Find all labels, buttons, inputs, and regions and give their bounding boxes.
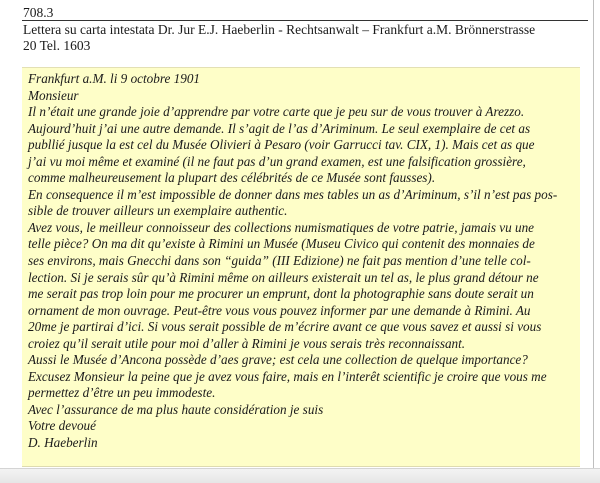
letter-line: Avez vous, le meilleur connoisseur des collections numismatiques de votre patrie, jamais vu une bbox=[28, 219, 535, 235]
page-number: 708.3 bbox=[23, 5, 54, 20]
letter-line: Excusez Monsieur la peine que je avez vous faire, mais en l’interêt scientific je croire que vous me bbox=[28, 368, 547, 384]
letter-line: Il n’était une grande joie d’apprendre par votre carte que je peu sur de vous trouver à Arezzo. bbox=[28, 104, 525, 120]
letter-valediction: Votre devoué bbox=[28, 418, 96, 434]
letter-line: permettez d’être un peu immodeste. bbox=[28, 385, 216, 401]
letter-transcription bbox=[22, 67, 580, 467]
letter-line: sible de trouver ailleurs un exemplaire authentic. bbox=[28, 203, 288, 219]
letter-line: comme malheureusement la plupart des célébrités de ce Musée sont fausses). bbox=[28, 170, 436, 186]
letter-date: Frankfurt a.M. li 9 octobre 1901 bbox=[28, 71, 201, 86]
letter-description-line: 20 Tel. 1603 bbox=[23, 38, 91, 53]
letter-line: publlié jusque la est cel du Musée Olivieri à Pesaro (voir Garrucci tav. CIX, 1). Mais cet as que bbox=[28, 137, 535, 153]
letter-line: 20me je partirai d’ici. Si vous serait possible de m’écrire avant ce que vous savez et aussi si vous bbox=[28, 319, 542, 335]
header-rule bbox=[22, 20, 588, 21]
letter-line: telle pièce? On ma dit qu’existe à Rimini un Musée (Museu Civico qui contenit des monnaies de bbox=[28, 236, 535, 252]
letter-salutation: Monsieur bbox=[28, 87, 79, 103]
letter-line: me serait pas trop loin pour me procurer un emprunt, dont la photographie sans doute serait un bbox=[28, 286, 534, 302]
letter-line: lection. Si je serais sûr qu’à Rimini même on ailleurs existerait un tel as, le plus grand détour ne bbox=[28, 269, 539, 285]
letter-line: ses environs, mais Gnecchi dans son “guida” (III Edizione) ne fait pas mention d’une telle col- bbox=[28, 253, 531, 269]
viewer-scroll-edge bbox=[593, 0, 594, 483]
letter-description bbox=[23, 22, 593, 54]
letter-line: En consequence il m’est impossible de donner dans mes tables un as d’Ariminum, s’il n’est pas pos- bbox=[28, 186, 558, 202]
letter-line: j’ai vu moi même et examiné (il ne faut pas d’un grand examen, est une falsification grossière, bbox=[28, 153, 526, 169]
letter-line: Aussi le Musée d’Ancona possède d’aes grave; est cela une collection de quelque importance? bbox=[28, 352, 528, 368]
letter-description-line: Lettera su carta intestata Dr. Jur E.J. Haeberlin - Rechtsanwalt – Frankfurt a.M. Brönnerstrasse bbox=[23, 22, 536, 37]
viewer-bottom-bar bbox=[0, 468, 600, 483]
letter-line: ornament de mon ouvrage. Peut-être vous vous pouvez informer par une demande à Rimini. Au bbox=[28, 302, 531, 318]
letter-line: Aujourd’huit j’ai une autre demande. Il s’agit de l’as d’Ariminum. Le seul exemplaire de cet as bbox=[28, 120, 531, 136]
letter-signature: D. Haeberlin bbox=[28, 435, 98, 451]
letter-line: croiez qu’il serait utile pour moi d’aller à Rimini je vous serais très reconnaissant. bbox=[28, 335, 466, 351]
letter-closing: Avec l’assurance de ma plus haute considération je suis bbox=[28, 401, 324, 417]
